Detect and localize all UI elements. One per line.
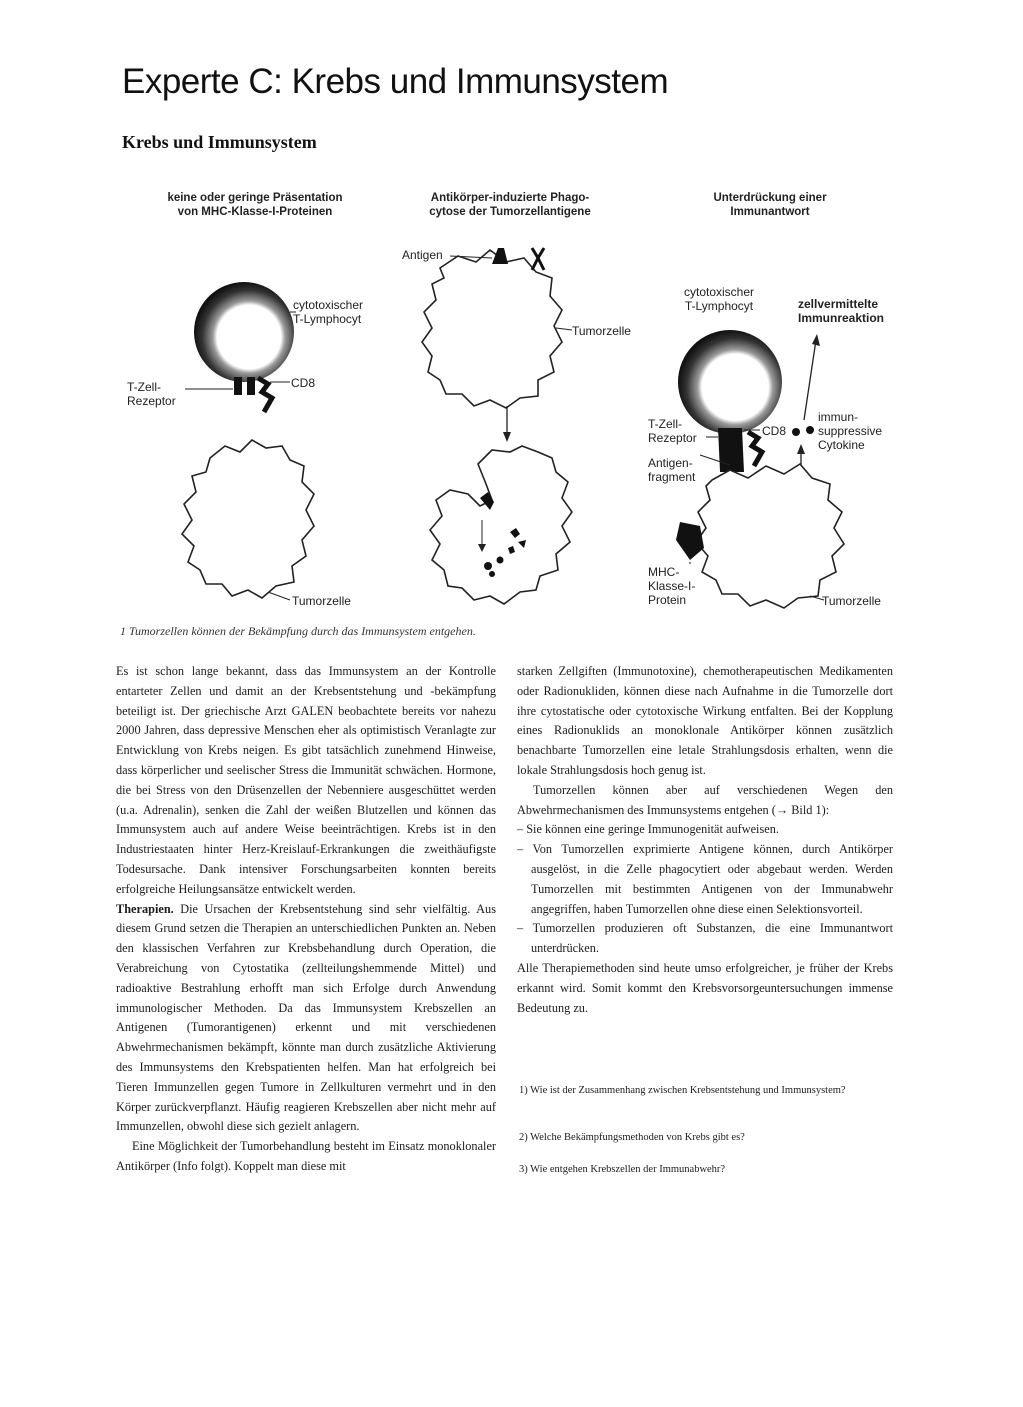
page-title: Experte C: Krebs und Immunsystem [122,62,669,101]
panel1-label-tumor: Tumorzelle [292,594,351,608]
panel1-heading: keine oder geringe Präsentation von MHC-Klasse-I-Proteinen [167,192,343,218]
panel2-label-tumor: Tumorzelle [572,324,631,338]
panel2-label-antigen: Antigen [402,248,443,262]
therapy-text: Die Ursachen der Krebsentstehung sind sehr vielfältig. Aus diesem Grund setzen die Therapien an unterschiedlichen Punkten an. Neben den klassischen Verfahren zur Krebsbehandlung durch Operation, die Verabreichung von Cytostatika (zellteilungshemmende Mittel) und radioaktive Bestrahlung erhofft man sich Erfolge durch Anwendung immunologischer Methoden. Da das Immunsystem Krebszellen an Antigenen (Tumorantigenen) erkennt und mit verschiedenen Abwehrmechanismen bekämpft, könnte man durch zusätzliche Aktivierung des Immunsystems den Krebspatienten helfen. Man hat erfolgreich bei Tieren Immunzellen gegen Tumore in Zellkulturen vermehrt und in den Körper zurückverpflanzt. Häufig reagieren Krebszellen aber nicht mehr auf Immunzellen, obwohl diese sich gezielt anlagern. [116,901,496,1134]
panel3-label-tumor: Tumorzelle [822,594,881,608]
panel2-heading: Antikörper-induzierte Phago- cytose der Tumorzellantigene [429,192,591,218]
panel3-heading: Unterdrückung einer Immunantwort [713,192,827,218]
evasion-list [517,820,893,959]
figure-caption: 1 Tumorzellen können der Bekämpfung durch das Immunsystem entgehen. [120,624,476,638]
question-1: 1) Wie ist der Zusammenhang zwischen Krebsentstehung und Immunsystem? [519,1085,846,1096]
panel1-label-cd8: CD8 [291,376,316,390]
panel3-receptor [700,428,762,472]
panel1-label-tlymphocyte: cytotoxischer T-Lymphocyt [293,298,364,326]
left-paragraph-1: Es ist schon lange bekannt, dass das Immunsystem an der Kontrolle entarteter Zellen und damit an der Krebsentstehung und -bekämpfung beteiligt ist. Der griechische Arzt GALEN beobachtete bereits vor nahezu 2000 Jahren, dass depressive Menschen eher als optimistisch Veranlagte zur Entwicklung von Krebs neigen. Es gibt tatsächlich zunehmend Hinweise, dass körperlicher und seelischer Stress die Immunität schwächen. Hormone, die bei Stress von den Drüsenzellen der Nebenniere ausgeschüttet werden (u.a. Adrenalin), senken die Zahl der weißen Blutzellen und können das Immunsystem auch auf andere Weise beeinträchtigen. Krebs ist in den Industriestaaten hinter Herz-Kreislauf-Erkrankungen die zweithäufigste Todesursache. Dank intensiver Forschungsarbeiten konnten bereits erfolgreiche Heilungsansätze entwickelt werden. [116,664,496,896]
panel3-label-receptor: T-Zell- Rezeptor [648,417,697,445]
panel2-phagocyte [430,446,572,604]
left-paragraph-3: Eine Möglichkeit der Tumorbehandlung besteht im Einsatz monoklonaler Antikörper (Info folgt). Koppelt man diese mit [116,1139,496,1173]
panel1-tumor-cell [182,440,314,598]
panel2-tumor-cell [422,250,562,408]
right-paragraph-3: Alle Therapiemethoden sind heute umso erfolgreicher, je früher der Krebs erkannt wird. Somit kommt den Krebsvorsorgeuntersuchungen immense Bedeutung zu. [517,960,893,1015]
panel1-label-receptor: T-Zell- Rezeptor [127,380,176,408]
panel3-label-cytokine: immun- suppressive Cytokine [818,410,883,452]
question-3: 3) Wie entgehen Krebszellen der Immunabwehr? [519,1164,726,1175]
left-paragraph-2 [116,900,496,1138]
panel3-label-tlymphocyte: cytotoxischer T-Lymphocyt [684,285,755,313]
panel3-label-reaction: zellvermittelte Immunreaktion [798,297,885,325]
left-column [116,662,496,1177]
section-subtitle: Krebs und Immunsystem [122,132,317,152]
therapy-lead: Therapien. [116,901,174,916]
right-paragraph-2: Tumorzellen können aber auf verschiedenen Wegen den Abwehrmechanismen des Immunsystems entgehen (→ Bild 1): [517,782,893,817]
panel3-tumor-cell [696,464,844,608]
list-item: – Von Tumorzellen exprimierte Antigene können, durch Antikörper ausgelöst, in die Zelle phagocytiert oder abgebaut werden. Werden Tumorzellen mit bestimmten Antigenen von der Immunabwehr angegriffen, haben Tumorzellen ohne diese einen Selektionsvorteil. [517,842,893,916]
panel3-label-cd8: CD8 [762,424,787,438]
right-column [517,662,893,1018]
list-item: – Tumorzellen produzieren oft Substanzen, die eine Immunantwort unterdrücken. [517,921,893,956]
right-paragraph-1: starken Zellgiften (Immunotoxine), chemotherapeutischen Medikamenten oder Radionukliden, können diese nach Aufnahme in die Tumorzelle dort ihre cytostatische oder cytotoxische Wirkung entfalten. Bei der Kopplung eines Radionuklids an monoklonale Antikörper können zusätzlich benachbarte Tumorzellen eine letale Strahlungsdosis erhalten, wenn die lokale Strahlungsdosis hoch genug ist. [517,664,893,777]
panel1-lymphocyte [194,282,294,382]
list-item: – Sie können eine geringe Immunogenität aufweisen. [517,822,779,837]
question-2: 2) Welche Bekämpfungsmethoden von Krebs gibt es? [519,1132,745,1143]
panel3-label-mhc: MHC- Klasse-I- Protein [648,565,696,607]
panel3-label-fragment: Antigen- fragment [648,456,696,484]
